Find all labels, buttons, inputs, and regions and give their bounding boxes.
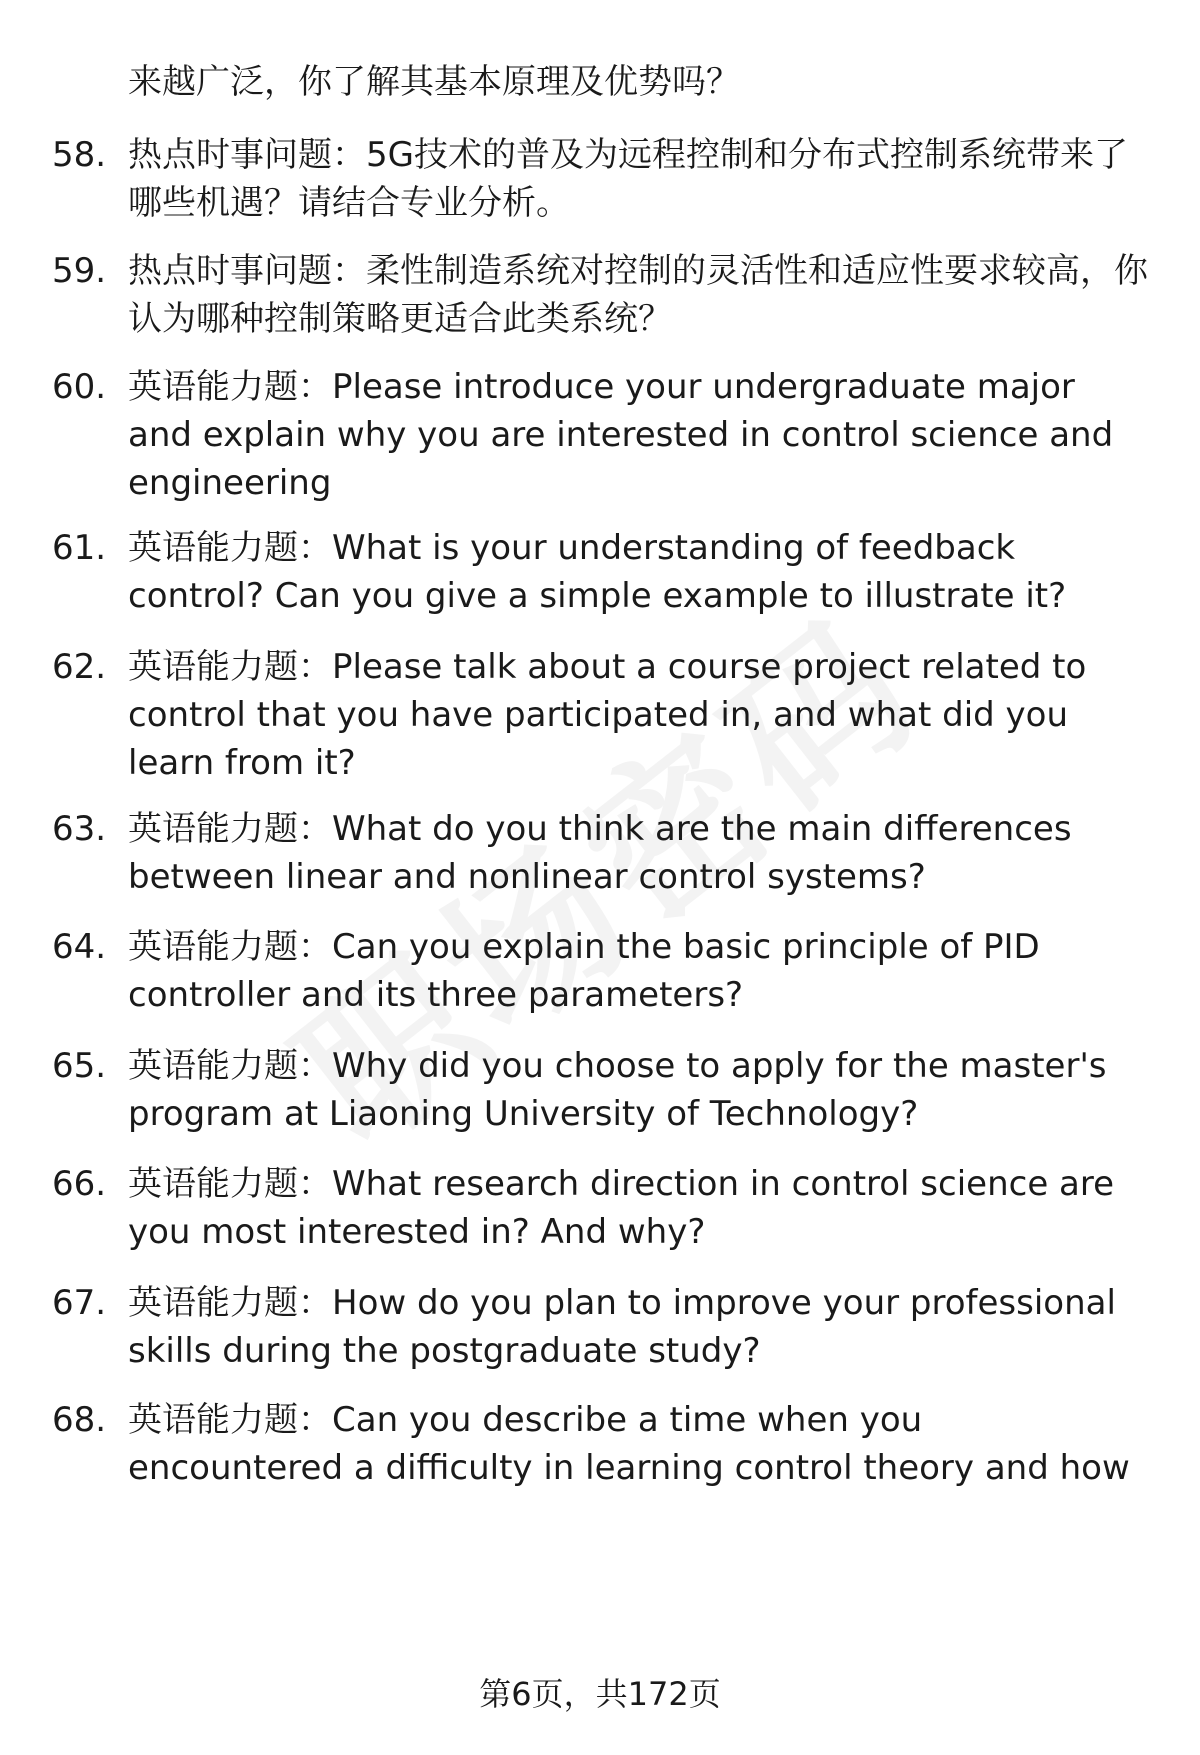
question-text: 热点时事问题：柔性制造系统对控制的灵活性和适应性要求较高，你认为哪种控制策略更适合此类系统？ — [128, 251, 1148, 339]
question-item — [52, 923, 1152, 1019]
question-item — [52, 1042, 1152, 1138]
question-item — [52, 524, 1152, 620]
question-text: 英语能力题：What do you think are the main differences between linear and nonlinear control systems? — [128, 809, 1072, 897]
question-text: 英语能力题：Can you explain the basic principle of PID controller and its three parameters? — [128, 927, 1040, 1015]
question-text: 英语能力题：What is your understanding of feedback control? Can you give a simple example to illustrate it? — [128, 528, 1067, 616]
continued-question-text: 来越广泛，你了解其基本原理及优势吗？ — [128, 62, 740, 102]
question-number: 67. — [52, 1283, 107, 1323]
question-item — [52, 363, 1152, 507]
question-number: 66. — [52, 1164, 107, 1204]
question-number: 63. — [52, 809, 107, 849]
question-text: 英语能力题：Can you describe a time when you encountered a difficulty in learning control theory and how — [128, 1400, 1130, 1488]
question-item — [52, 1279, 1152, 1375]
question-item — [52, 247, 1152, 343]
question-number: 58. — [52, 135, 107, 175]
question-number: 68. — [52, 1400, 107, 1440]
question-text: 英语能力题：What research direction in control science are you most interested in? And why? — [128, 1164, 1115, 1252]
question-item — [52, 643, 1152, 787]
question-number: 64. — [52, 927, 107, 967]
question-item — [52, 1160, 1152, 1256]
question-number: 62. — [52, 647, 107, 687]
question-number: 60. — [52, 367, 107, 407]
question-text: 英语能力题：Why did you choose to apply for the master's program at Liaoning University of Technology? — [128, 1046, 1107, 1134]
question-text: 英语能力题：Please introduce your undergraduate major and explain why you are interested in control science and engineering — [128, 367, 1114, 503]
question-item — [52, 131, 1152, 227]
question-item — [52, 805, 1152, 901]
question-number: 59. — [52, 251, 107, 291]
question-number: 61. — [52, 528, 107, 568]
question-text: 热点时事问题：5G技术的普及为远程控制和分布式控制系统带来了哪些机遇？请结合专业分析。 — [128, 135, 1128, 223]
question-text: 英语能力题：Please talk about a course project related to control that you have participated in, and what did you learn from it? — [128, 647, 1087, 783]
question-number: 65. — [52, 1046, 107, 1086]
question-text: 英语能力题：How do you plan to improve your professional skills during the postgraduate study? — [128, 1283, 1116, 1371]
question-item — [52, 1396, 1152, 1492]
page-footer: 第6页，共172页 — [479, 1675, 721, 1713]
